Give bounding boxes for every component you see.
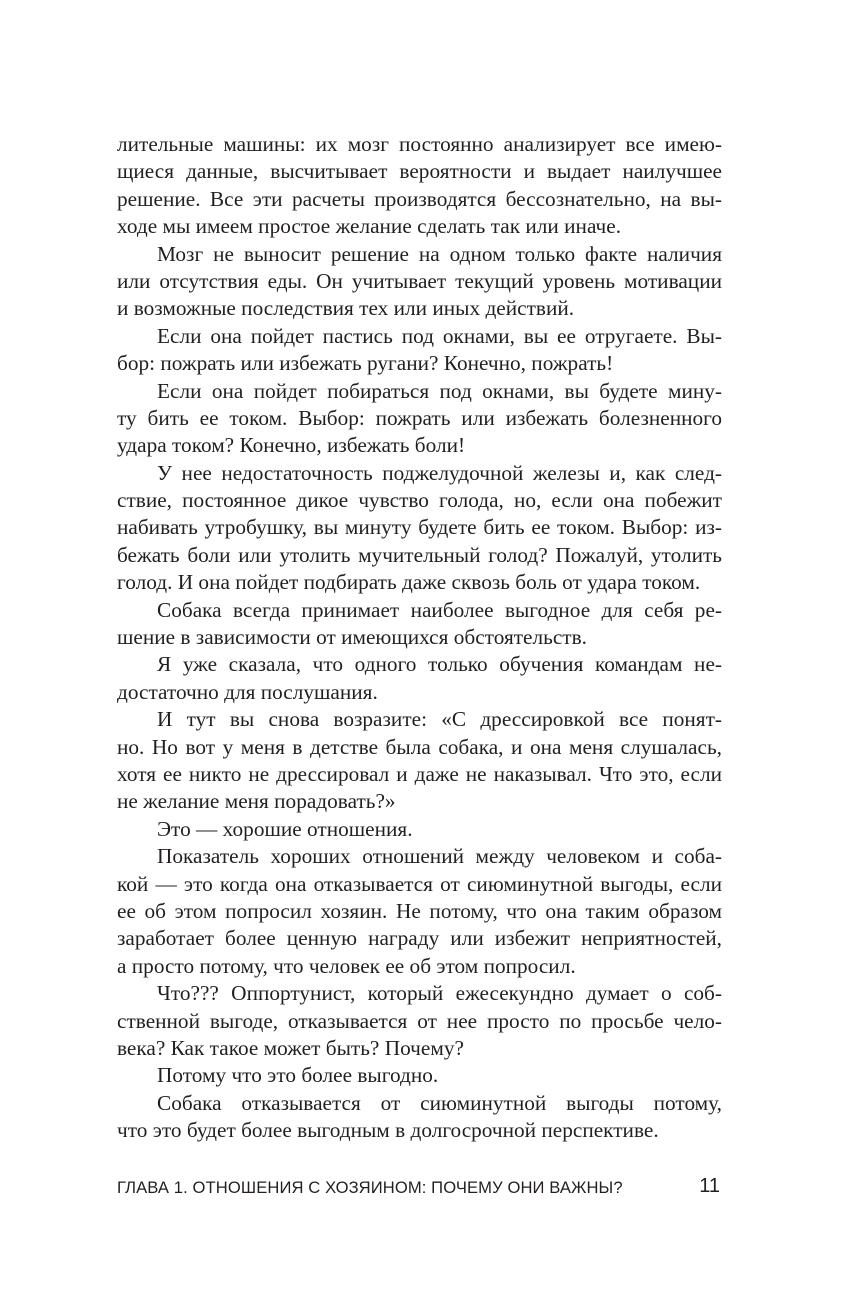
- text-line: Потому что это более выгодно.: [157, 1063, 439, 1088]
- text-line: Что??? Оппортунист, который ежесекундно думает о соб-: [157, 981, 722, 1006]
- text-line: бежать боли или утолить мучительный голод? Пожалуй, утолить: [117, 542, 722, 567]
- text-line: века? Как такое может быть? Почему?: [117, 1035, 464, 1060]
- paragraph: [117, 131, 722, 241]
- text-line: решение. Все эти расчеты производятся бессознательно, на вы-: [117, 186, 722, 211]
- paragraph: [117, 706, 722, 816]
- text-line: ходе мы имеем простое желание сделать так или иначе.: [117, 214, 622, 239]
- text-line: Показатель хороших отношений между человеком и соба-: [157, 844, 722, 869]
- text-line: не желание меня порадовать?»: [117, 789, 396, 814]
- text-line: голод. И она пойдет подбирать даже сквозь боль от удара током.: [117, 570, 701, 595]
- text-line: и возможные последствия тех или иных действий.: [117, 296, 575, 321]
- paragraph: [117, 597, 722, 652]
- text-line: лительные машины: их мозг постоянно анализирует все имею-: [117, 132, 722, 156]
- paragraph: [117, 980, 722, 1062]
- text-line: хотя ее никто не дрессировал и даже не наказывал. Что это, если: [117, 761, 722, 786]
- paragraph: [117, 1062, 722, 1089]
- text-line: Это — хорошие отношения.: [157, 816, 413, 841]
- text-line: У нее недостаточность поджелудочной железы и, как след-: [157, 460, 722, 485]
- text-line: или отсутствия еды. Он учитывает текущий уровень мотивации: [117, 268, 722, 293]
- text-line: ту бить ее током. Выбор: пожрать или избежать болезненного: [117, 405, 722, 430]
- text-line: заработает более ценную награду или избежит неприятностей,: [117, 926, 722, 951]
- page-footer: [117, 1175, 722, 1201]
- paragraph: [117, 378, 722, 460]
- paragraph: [117, 1090, 722, 1145]
- body-text: [117, 131, 722, 1144]
- paragraph: [117, 843, 722, 980]
- text-line: И тут вы снова возразите: «С дрессировкой все понят-: [157, 707, 722, 732]
- text-line: ствие, постоянное дикое чувство голода, но, если она побежит: [117, 488, 722, 513]
- text-line: Я уже сказала, что одного только обучения командам не-: [157, 652, 722, 677]
- paragraph: [117, 816, 722, 843]
- text-line: шение в зависимости от имеющихся обстоятельств.: [117, 625, 587, 650]
- text-line: Собака всегда принимает наиболее выгодное для себя ре-: [157, 597, 722, 622]
- text-line: а просто потому, что человек ее об этом попросил.: [117, 953, 576, 978]
- text-line: ее об этом попросил хозяин. Не потому, что она таким образом: [117, 898, 722, 923]
- text-line: Если она пойдет побираться под окнами, вы будете мину-: [157, 378, 722, 403]
- paragraph: [117, 460, 722, 597]
- text-line: достаточно для послушания.: [117, 679, 378, 704]
- text-line: набивать утробушку, вы минуту будете бить ее током. Выбор: из-: [117, 515, 722, 540]
- text-line: что это будет более выгодным в долгосрочной перспективе.: [117, 1118, 659, 1143]
- text-line: Собака отказывается от сиюминутной выгоды потому,: [157, 1090, 722, 1115]
- paragraph: [117, 323, 722, 378]
- text-line: щиеся данные, высчитывает вероятности и выдает наилучшее: [117, 159, 722, 184]
- text-line: Мозг не выносит решение на одном только факте наличия: [157, 241, 722, 266]
- running-head: ГЛАВА 1. ОТНОШЕНИЯ С ХОЗЯИНОМ: ПОЧЕМУ ОНИ ВАЖНЫ?: [117, 1178, 623, 1197]
- text-line: Если она пойдет пастись под окнами, вы ее отругаете. Вы-: [157, 323, 722, 348]
- paragraph: [117, 651, 722, 706]
- text-line: ственной выгоде, отказывается от нее просто по просьбе чело-: [117, 1008, 722, 1033]
- page-number: 11: [699, 1175, 720, 1197]
- text-line: бор: пожрать или избежать ругани? Конечно, пожрать!: [117, 351, 614, 376]
- text-line: удара током? Конечно, избежать боли!: [117, 433, 466, 458]
- text-line: но. Но вот у меня в детстве была собака, и она меня слушалась,: [117, 734, 722, 759]
- paragraph: [117, 241, 722, 323]
- text-line: кой — это когда она отказывается от сиюминутной выгоды, если: [117, 871, 722, 896]
